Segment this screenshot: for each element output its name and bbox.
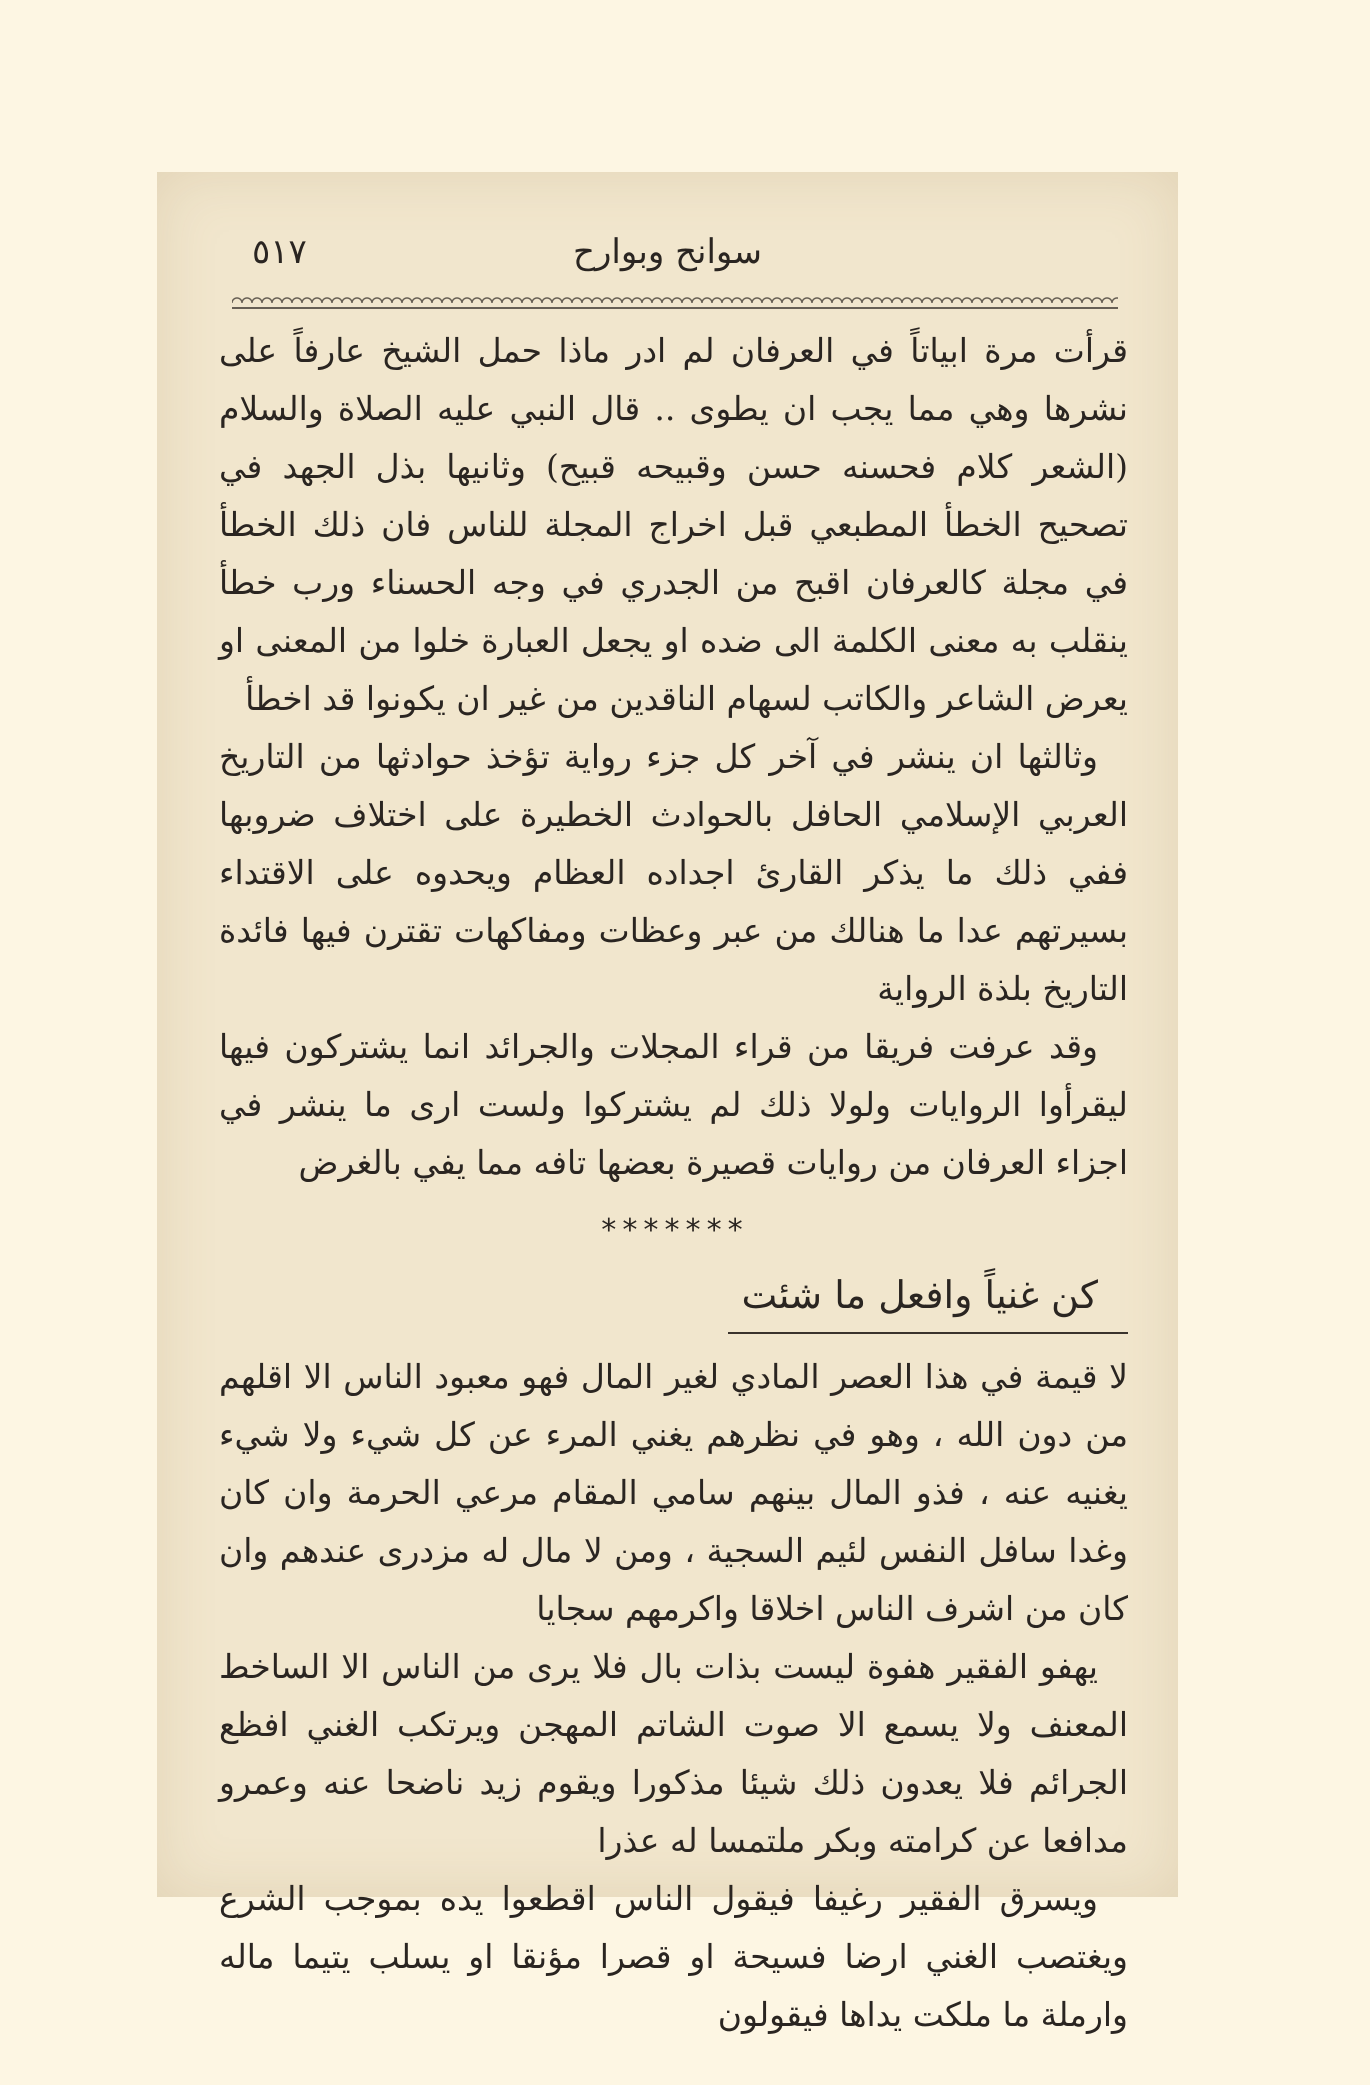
paragraph-3: وقد عرفت فريقا من قراء المجلات والجرائد انما يشتركون فيها ليقرأوا الروايات ولولا ذلك لم يشتركوا ولست ارى ما ينشر في اجزاء العرفان من روايات قصيرة بعضها تافه مما يفي بالغرض [219, 1027, 1128, 1182]
page-number: ٥١٧ [252, 232, 307, 272]
section-title: كن غنياً وافعل ما شئت [728, 1266, 1128, 1334]
paragraph-2: وثالثها ان ينشر في آخر كل جزء رواية تؤخذ حوادثها من التاريخ العربي الإسلامي الحافل بالحوادث الخطيرة على اختلاف ضروبها ففي ذلك ما يذكر القارئ اجداده العظام ويحدوه على الاقتداء بسيرتهم عدا ما هنالك من عبر وعظات ومفاكهات تقترن فيها فائدة التاريخ بلذة الرواية [219, 737, 1128, 1008]
header-rule [232, 295, 1118, 305]
section-paragraph-2: يهفو الفقير هفوة ليست بذات بال فلا يرى من الناس الا الساخط المعنف ولا يسمع الا صوت الشاتم المهجن ويرتكب الغني افظع الجرائم فلا يعدون ذلك شيئا مذكورا ويقوم زيد ناضحا عنه وعمرو مدافعا عن كرامته وبكر ملتمسا له عذرا [219, 1647, 1128, 1860]
section-paragraph-3: ويسرق الفقير رغيفا فيقول الناس اقطعوا يده بموجب الشرع ويغتصب الغني ارضا فسيحة او قصرا مؤنقا او يسلب يتيما ماله وارملة ما ملكت يداها فيقولون [219, 1879, 1128, 2034]
page-body [219, 322, 1128, 2044]
scanned-page [157, 172, 1178, 2034]
running-title: سوانح وبوارح [573, 232, 762, 272]
section-paragraph-1: لا قيمة في هذا العصر المادي لغير المال فهو معبود الناس الا اقلهم من دون الله ، وهو في نظرهم يغني المرء عن كل شيء ولا شيء يغنيه عنه ، فذو المال بينهم سامي المقام مرعي الحرمة وان كان وغدا سافل النفس لئيم السجية ، ومن لا مال له مزدرى عندهم وان كان من اشرف الناس اخلاقا واكرمهم سجايا [219, 1357, 1128, 1628]
page-header [157, 232, 1178, 282]
paragraph-1: قرأت مرة ابياتاً في العرفان لم ادر ماذا حمل الشيخ عارفاً على نشرها وهي مما يجب ان يطوى .. قال النبي عليه الصلاة والسلام (الشعر كلام فحسنه حسن وقبيحه قبيح) وثانيها بذل الجهد في تصحيح الخطأ المطبعي قبل اخراج المجلة للناس فان ذلك الخطأ في مجلة كالعرفان اقبح من الجدري في وجه الحسناء ورب خطأ ينقلب به معنى الكلمة الى ضده او يجعل العبارة خلوا من المعنى او يعرض الشاعر والكاتب لسهام الناقدين من غير ان يكونوا قد اخطأ [219, 331, 1128, 718]
section-separator: ******* [599, 1213, 748, 1248]
